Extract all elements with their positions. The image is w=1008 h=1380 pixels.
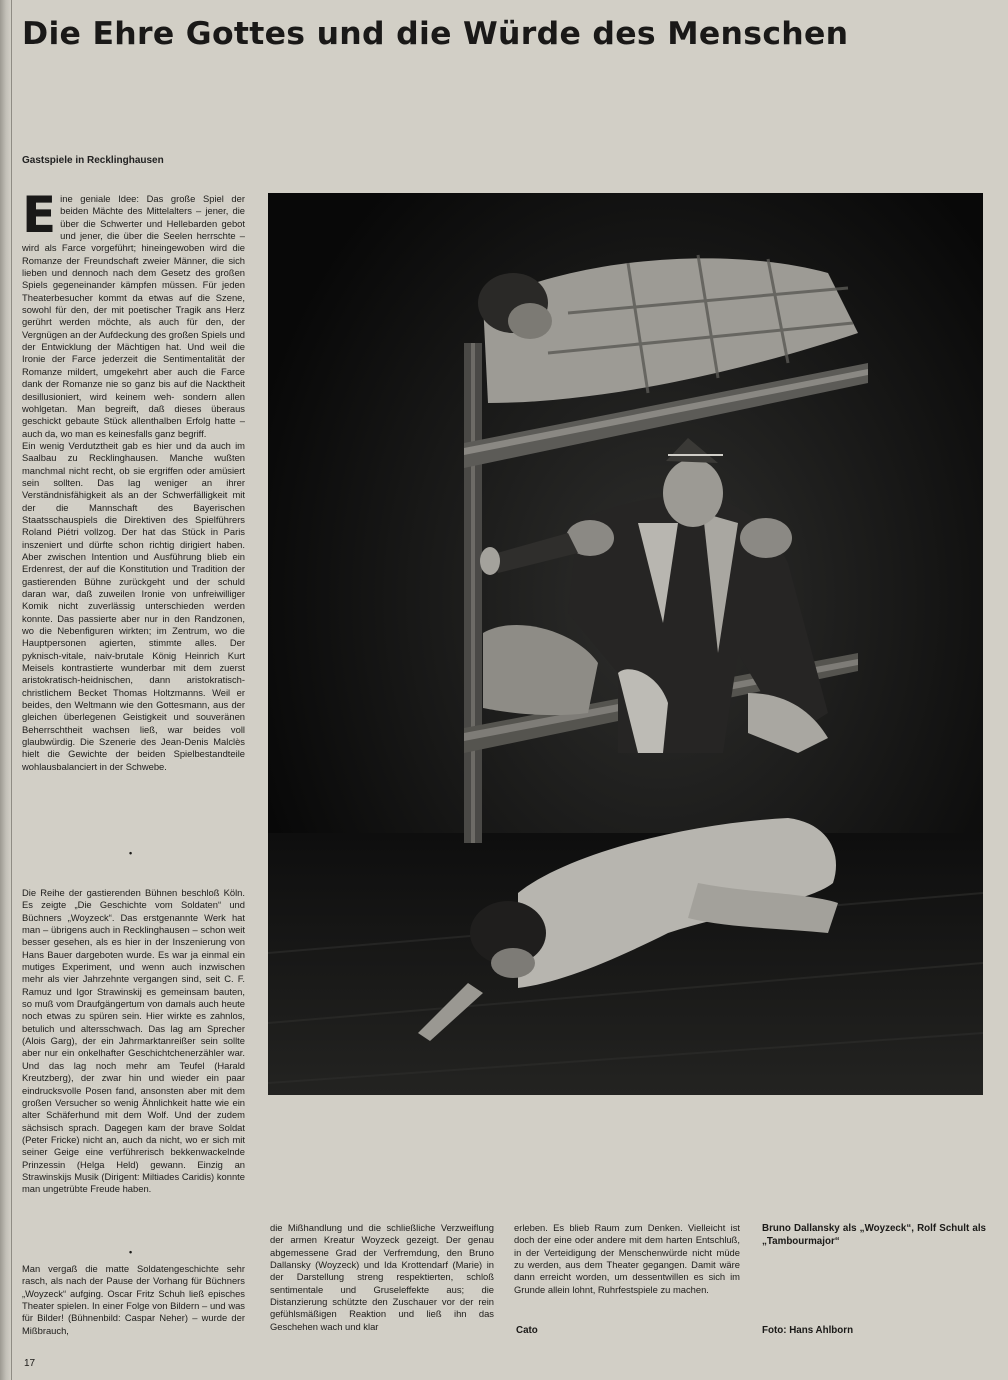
- column-2: [270, 1222, 494, 1333]
- column-3: [514, 1222, 740, 1296]
- article-subtitle: Gastspiele in Recklinghausen: [22, 155, 164, 166]
- page-number: 17: [24, 1358, 36, 1369]
- column-1-top: [22, 186, 245, 773]
- article-title: Die Ehre Gottes und die Würde des Menschen: [22, 16, 849, 52]
- column-1-middle: [22, 887, 245, 1196]
- paragraph-column-3: erleben. Es blieb Raum zum Denken. Vielleicht ist doch der eine oder andere mit dem harten Entschluß, in der Verteidigung der Menschenwürde nicht müde zu werden, aus dem Theater gegangen. Damit wäre dann erreicht worden, um dessentwillen es sich im Grunde allein lohnt, Ruhrfestspiele zu machen.: [514, 1222, 740, 1295]
- stage-photo-illustration: [268, 193, 983, 1095]
- paragraph-recklinghausen: Ein wenig Verdutztheit gab es hier und da auch im Saalbau zu Recklinghausen. Manche wußten manchmal nicht recht, ob sie ergriffen oder amüsiert sein sollten. Das lag weniger an ihrer Verständnisfähigkeit als an der Schwerfälligkeit mit der die Mannschaft des Bayerischen Staatsschauspiels die Direktiven des Spielführers Roland Piétri vollzog. Der hat das Stück in Paris inszeniert und dürfte schon richtig dirigiert haben. Aber zwischen Intention und Ausführung blieb ein Erdenrest, der auf die Konstitution und Tradition der gastierenden Bühne zurückgeht und der schuld daran war, daß zuweilen Ironie von unfreiwilliger Komik nicht zuverlässig unterschieden werden konnte. Das passierte aber nur in den Randzonen, wo die Nebenfiguren wirkten; im Zentrum, wo die Hauptpersonen agierten, stimmte alles. Der pyknisch-vitale, naiv-brutale König Heinrich Kurt Meisels kontrastierte wunderbar mit dem zuerst aristokratisch-heidnischen, dann aristokratisch-christlichem Becket Thomas Holtzmanns. Weil er beides, den Weltmann wie den Gottesmann, aus der gleichen überlegenen Geistigkeit und souveränen Beherrschtheit wachsen ließ, war beides voll glaubwürdig. Die Szenerie des Jean-Denis Malclès hielt die Gewichte der beiden Spielbestandteile wohlausbalanciert in der Schwebe.: [22, 439, 245, 772]
- paragraph-woyzeck: Man vergaß die matte Soldatengeschichte sehr rasch, als nach der Pause der Vorhang für Büchners „Woyzeck“ aufging. Oscar Fritz Schuh ließ episches Theater spielen. In einer Folge von Bildern – und was für Bilder! (Bühnenbild: Caspar Neher) – wurde der Mißbrauch,: [22, 1263, 245, 1336]
- column-1-bottom: [22, 1263, 245, 1337]
- drop-cap: E: [22, 186, 57, 244]
- article-author: Cato: [516, 1325, 538, 1336]
- paragraph-column-2: die Mißhandlung und die schließliche Verzweiflung der armen Kreatur Woyzeck gezeigt. Der genau abgemessene Grad der Verfremdung, den Bruno Dallansky (Woyzeck) und Ida Krottendarf (Marie) in der Darstellung streng respektierten, schloß sentimentale und Gruseleffekte aus; die Distanzierung schützte den Zuschauer vor der rein gefühlsmäßigen Reaktion und ließ ihn das Geschehen wach und klar: [270, 1222, 494, 1332]
- paragraph-intro: ine geniale Idee: Das große Spiel der beiden Mächte des Mittelalters – jener, die über die Schwerter und Hellebarden gebot und jener, die über die Seelen herrschte – wird als Farce vorgeführt; hineingewoben wird die Romanze der Freundschaft zweier Männer, die sich lieben und dennoch nach dem Gesetz des großen Spiels gegeneinander kämpfen müssen. Für jeden Theaterbesucher kommt da etwas auf die Szene, sowohl für den, der mit poetischer Tragik ans Herz gerührt werden möchte, als auch für den, der Vergnügen an der Aufdeckung des großen Spiels und der Entwicklung der Mächtigen hat. Und weil die Ironie der Farce jederzeit die Sentimentalität der Romanze mildert, umgekehrt aber auch die Farce dank der Romanze nie so ganz bis auf die Nacktheit desillusioniert, wird keinem weh- sondern allen wohlgetan. Man begreift, daß dieses überaus geschickt gebaute Stück allenthalben Erfolg hatte – auch da, wo man es keinesfalls ganz begriff.: [22, 193, 245, 439]
- paragraph-koeln: Die Reihe der gastierenden Bühnen beschloß Köln. Es zeigte „Die Geschichte vom Soldaten“ und Büchners „Woyzeck“. Das erstgenannte Werk hat man – übrigens auch in Recklinghausen – schon weit besser gesehen, als es hier in der Inszenierung von Hans Bauer dargeboten wurde. Es war ja einmal ein mutiges Experiment, und wenn auch inzwischen mehr als vier Jahrzehnte vergangen sind, seit C. F. Ramuz und Igor Strawinskij es gemeinsam bauten, so muß vom Draufgängertum von damals auch heute noch etwas zu spüren sein. Hier wirkte es zahnlos, betulich und altersschwach. Das lag am Sprecher (Alois Garg), der ein Jahrmarktanreißer sein sollte aber nur ein onkelhafter Geschichtchenerzähler war. Und das lag noch mehr am Teufel (Harald Kreutzberg), der zwar hin und wieder ein paar eindrucksvolle Posen fand, ansonsten aber mit dem großen Versucher so wenig Ähnlichkeit hatte wie ein alter Schäferhund mit dem Wolf. Und der zudem sächsisch sprach. Dagegen kam der brave Soldat (Peter Fricke) nicht an, auch da nicht, wo er sich mit seiner Geige eine verführerisch bekkenwackelnde Prinzessin (Helga Held) gewann. Einzig an Strawinskijs Musik (Dirigent: Miltiades Caridis) konnte man ungetrübte Freude haben.: [22, 887, 245, 1195]
- stage-photo: [268, 193, 983, 1095]
- section-bullet: •: [129, 848, 133, 858]
- photo-credit: Foto: Hans Ahlborn: [762, 1325, 854, 1336]
- photo-caption: Bruno Dallansky als „Woyzeck“, Rolf Schult als „Tambourmajor“: [762, 1223, 986, 1247]
- page-binding-edge: [0, 0, 12, 1380]
- section-bullet: •: [129, 1247, 133, 1257]
